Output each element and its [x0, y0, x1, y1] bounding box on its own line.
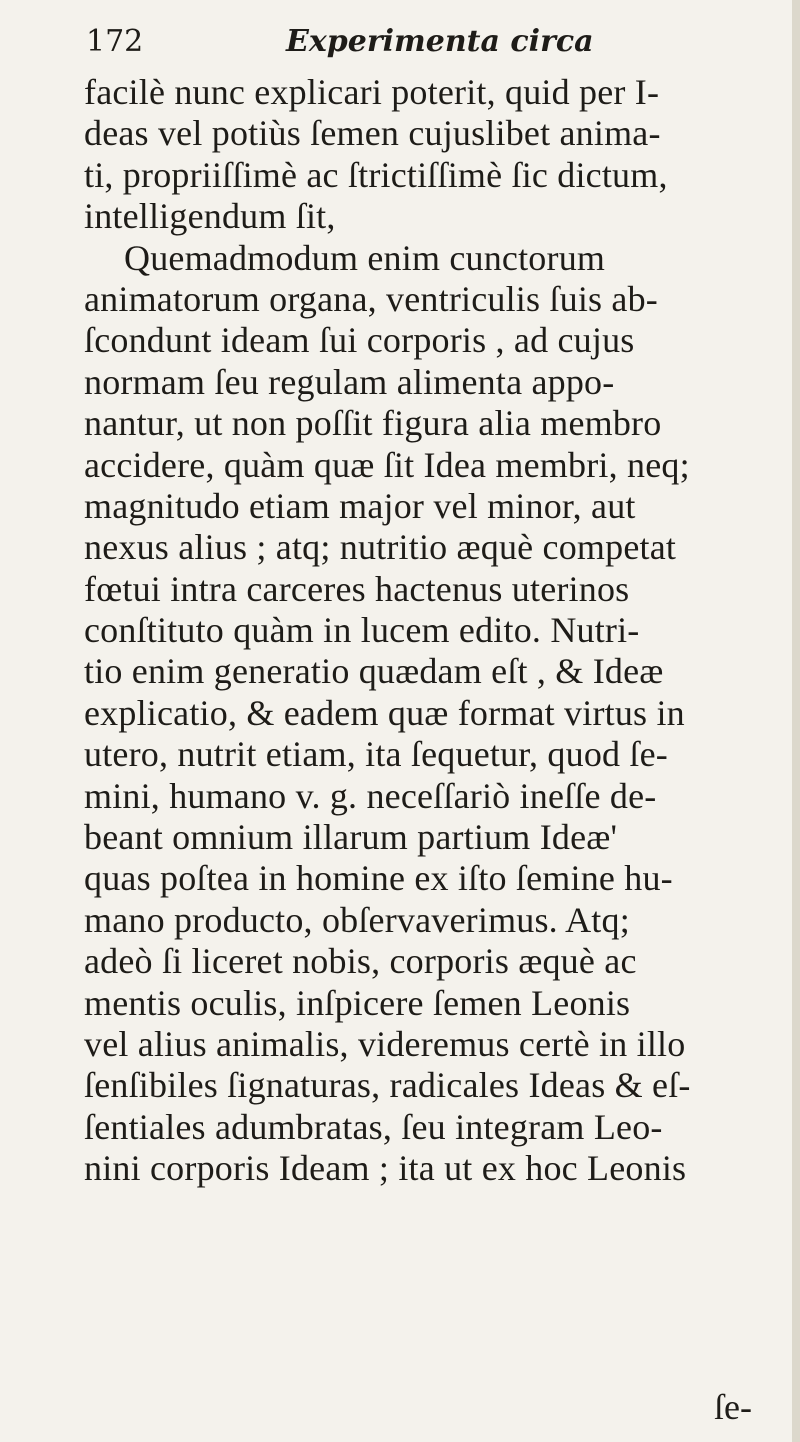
text-line: adeò ſi liceret nobis, corporis æquè ac [84, 941, 637, 982]
body-text [84, 72, 774, 1190]
running-head [86, 20, 686, 60]
text-line: explicatio, & eadem quæ format virtus in [84, 692, 685, 733]
text-line: utero, nutrit etiam, ita ſequetur, quod ſe- [84, 734, 668, 775]
text-line: mini, humano v. g. neceſſariò ineſſe de- [84, 775, 657, 816]
text-line: magnitudo etiam major vel minor, aut [84, 485, 636, 526]
text-line: nexus alius ; atq; nutritio æquè competat [84, 527, 677, 568]
text-line: facilè nunc explicari poterit, quid per I- [84, 72, 660, 112]
running-title: Experimenta circa [286, 24, 594, 59]
text-line: quas poſtea in homine ex iſto ſemine hu- [84, 858, 673, 899]
text-line: fœtui intra carceres hactenus uterinos [84, 568, 630, 609]
text-line: animatorum organa, ventriculis ſuis ab- [84, 278, 658, 319]
text-line: nini corporis Ideam ; ita ut ex hoc Leonis [84, 1148, 687, 1189]
text-line: ti, propriiſſimè ac ſtrictiſſimè ſic dictum, [84, 154, 668, 195]
text-line: ſentiales adumbratas, ſeu integram Leo- [84, 1106, 663, 1147]
text-line: beant omnium illarum partium Ideæ' [84, 817, 618, 858]
text-line: ſenſibiles ſignaturas, radicales Ideas & eſ- [84, 1065, 691, 1106]
text-line: intelligendum ſit, [84, 196, 336, 237]
text-line: vel alius animalis, videremus certè in illo [84, 1023, 686, 1064]
text-line: normam ſeu regulam alimenta appo- [84, 361, 615, 402]
text-line: mano producto, obſervaverimus. Atq; [84, 899, 630, 940]
text-line: mentis oculis, inſpicere ſemen Leonis [84, 982, 631, 1023]
text-line: deas vel potiùs ſemen cujuslibet anima- [84, 113, 661, 154]
text-line: conſtituto quàm in lucem edito. Nutri- [84, 610, 640, 651]
text-line: tio enim generatio quædam eſt , & Ideæ [84, 651, 664, 692]
catchword: ſe- [714, 1387, 752, 1427]
text-line: ſcondunt ideam ſui corporis , ad cujus [84, 320, 635, 361]
text-line: accidere, quàm quæ ſit Idea membri, neq; [84, 444, 690, 485]
page-number: 172 [86, 24, 144, 59]
text-line: nantur, ut non poſſit figura alia membro [84, 403, 662, 444]
paragraph-start-line: Quemadmodum enim cunctorum [124, 237, 606, 278]
